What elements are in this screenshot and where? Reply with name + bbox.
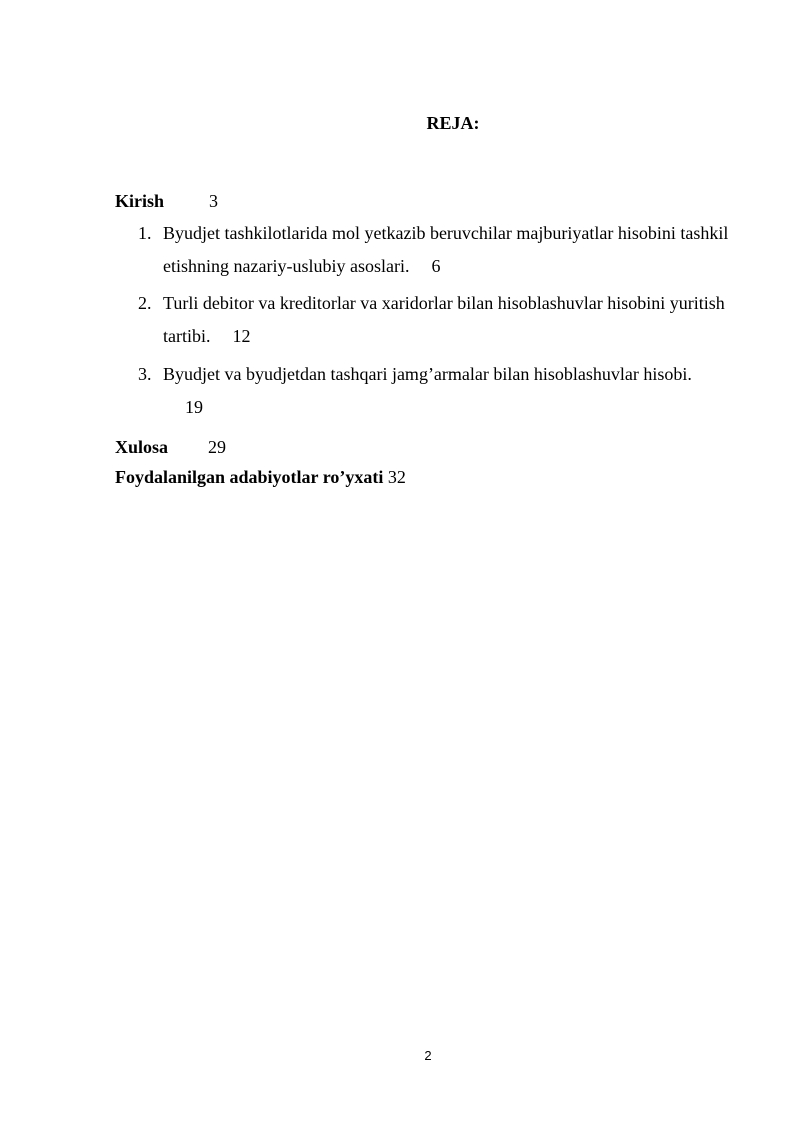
- toc-entry-item-1: [138, 217, 738, 283]
- toc-conclusion-label: Xulosa: [115, 437, 169, 457]
- toc-item-text: Byudjet tashkilotlarida mol yetkazib beruvchilar majburiyatlar hisobini tashkil etishning nazariy-uslubiy asoslari.: [163, 223, 729, 276]
- toc-item-text: Turli debitor va kreditorlar va xaridorlar bilan hisoblashuvlar hisobini yuritish tartibi.: [163, 293, 725, 346]
- toc-references-page: 32: [387, 467, 406, 487]
- toc-intro-page: 3: [209, 191, 219, 211]
- toc-conclusion-page: 29: [208, 437, 227, 457]
- toc-intro-label: Kirish: [115, 191, 165, 211]
- toc-entry-conclusion: [115, 436, 226, 458]
- toc-item-page: 12: [232, 326, 251, 346]
- toc-item-number: 3.: [138, 364, 152, 384]
- toc-item-text: Byudjet va byudjetdan tashqari jamg’armalar bilan hisoblashuvlar hisobi.: [163, 364, 692, 384]
- toc-item-number: 1.: [138, 223, 152, 243]
- toc-item-number: 2.: [138, 293, 152, 313]
- page-number: 2: [424, 1048, 432, 1063]
- toc-entry-item-2: [138, 287, 738, 353]
- toc-entry-intro: [115, 190, 218, 212]
- toc-entry-item-3: [138, 358, 738, 424]
- toc-item-page: 6: [431, 256, 441, 276]
- page-title: REJA:: [426, 113, 480, 133]
- toc-item-page: 19: [185, 397, 203, 417]
- toc-entry-references: [115, 466, 406, 488]
- toc-references-label: Foydalanilgan adabiyotlar ro’yxati: [115, 467, 384, 487]
